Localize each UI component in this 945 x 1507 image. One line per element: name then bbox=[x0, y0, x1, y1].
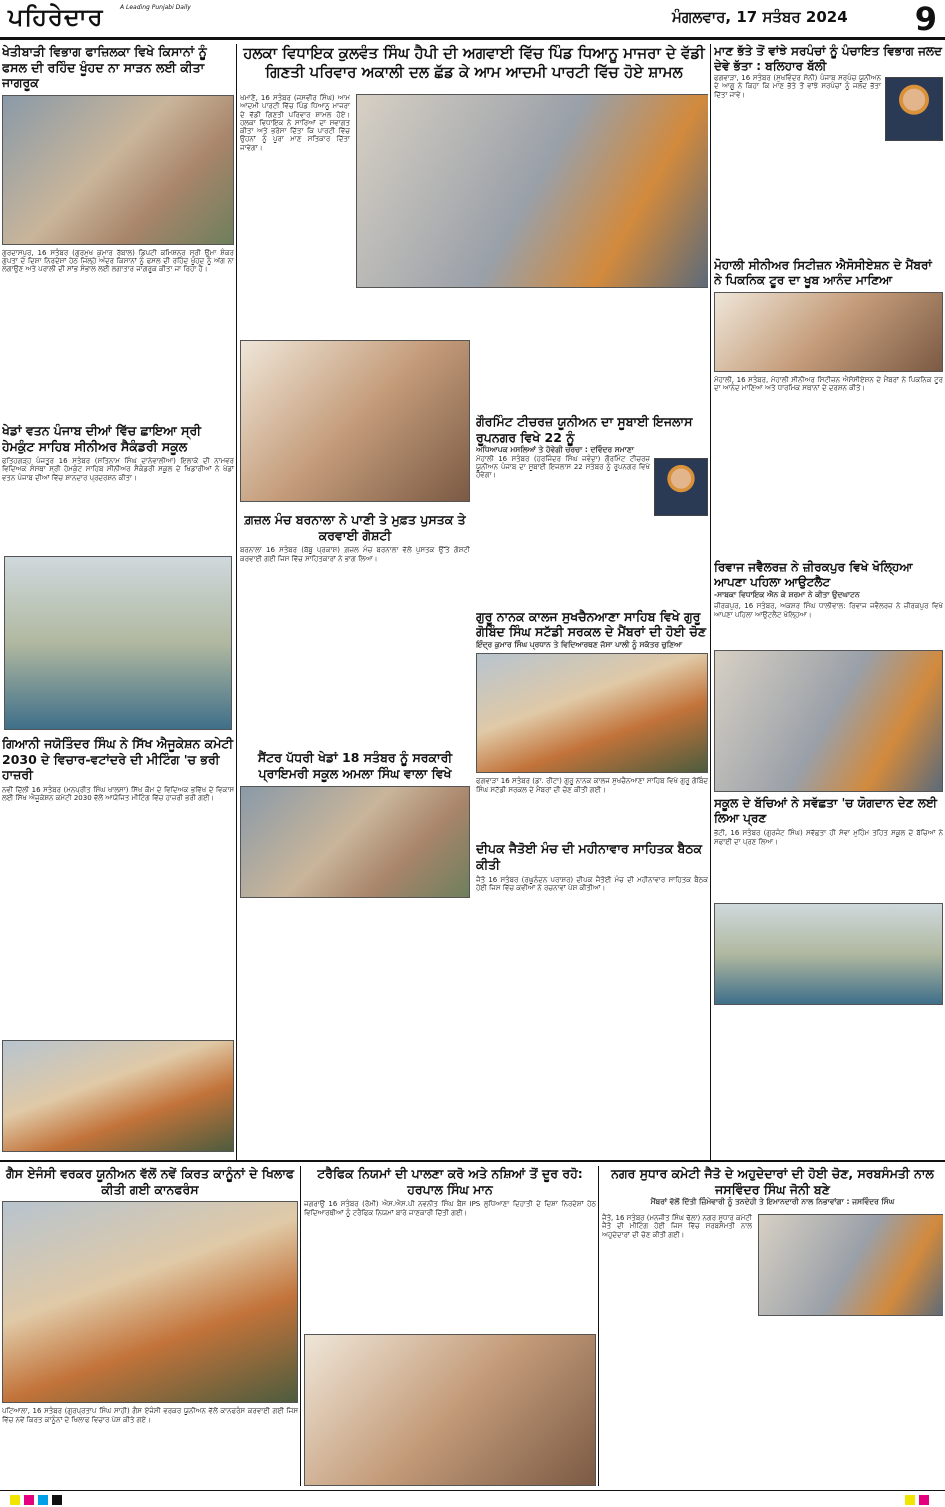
article-ghazal bbox=[240, 512, 470, 932]
article-body: ਫਤਿਹਗੜ੍ਹ ਪੰਜਤੂਰ 16 ਸਤੰਬਰ (ਸਤਿਨਾਮ ਸਿੰਘ ਦਾਨੇਵਾਲੀਆ) ਇਲਾਕੇ ਦੀ ਨਾਮਵਰ ਵਿਦਿਅਕ ਸੰਸਥਾ ਸ੍ਰੀ ਹੇਮਕੁੰਟ ਸਾਹਿਬ ਸੀਨੀਅਰ ਸੈਕੰਡਰੀ ਸਕੂਲ ਦੇ ਖਿਡਾਰੀਆਂ ਨੇ ਖੇਡਾਂ ਵਤਨ ਪੰਜਾਬ ਦੀਆਂ ਵਿੱਚ ਸ਼ਾਨਦਾਰ ਪ੍ਰਦਰਸ਼ਨ ਕੀਤਾ। bbox=[2, 457, 234, 482]
article-body: ਖਮਾਣੋਂ, 16 ਸਤੰਬਰ (ਜਸਵੀਰ ਸਿੰਘ) ਆਮ ਆਦਮੀ ਪਾਰਟੀ ਵਿੱਚ ਪਿੰਡ ਧਿਆਨੂ ਮਾਜਰਾ ਦੇ ਵੱਡੀ ਗਿਣਤੀ ਪਰਿਵਾਰ ਸ਼ਾਮਲ ਹੋਏ। ਹਲਕਾ ਵਿਧਾਇਕ ਨੇ ਸਾਰਿਆਂ ਦਾ ਸਵਾਗਤ ਕੀਤਾ ਅਤੇ ਭਰੋਸਾ ਦਿੱਤਾ ਕਿ ਪਾਰਟੀ ਵਿੱਚ ਉਹਨਾਂ ਨੂੰ ਪੂਰਾ ਮਾਣ ਸਤਿਕਾਰ ਦਿੱਤਾ ਜਾਵੇਗਾ। bbox=[240, 94, 350, 152]
article-body: ਬਰਨਾਲਾ 16 ਸਤੰਬਰ (ਬੱਬੂ ਪ੍ਰਕਾਸ਼) ਗ਼ਜ਼ਲ ਮੰਚ ਬਰਨਾਲਾ ਵੱਲੋਂ ਪੁਸਤਕ ਉੱਤੇ ਗੋਸ਼ਟੀ ਕਰਵਾਈ ਗਈ ਜਿਸ ਵਿੱਚ ਸਾਹਿਤਕਾਰਾਂ ਨੇ ਭਾਗ ਲਿਆ। bbox=[240, 546, 470, 563]
headline: ਦੀਪਕ ਜੈਤੋਈ ਮੰਚ ਦੀ ਮਹੀਨਾਵਾਰ ਸਾਹਿਤਕ ਬੈਠਕ ਕੀਤੀ bbox=[476, 841, 703, 872]
headline: ਗਿਆਨੀ ਜਯੋਤਿੰਦਰ ਸਿੰਘ ਨੇ ਸਿੱਖ ਐਜੂਕੇਸ਼ਨ ਕਮੇਟੀ 2030 ਦੇ ਵਿਚਾਰ-ਵਟਾਂਦਰੇ ਦੀ ਮੀਟਿੰਗ 'ਚ ਭਰੀ ਹਾਜ਼ਰੀ bbox=[2, 736, 234, 783]
photo-meeting bbox=[2, 1040, 234, 1152]
photo-jewellers bbox=[714, 650, 943, 792]
color-swatch bbox=[905, 1495, 915, 1505]
portrait bbox=[654, 458, 708, 516]
headline: ਖੇਡਾਂ ਵਤਨ ਪੰਜਾਬ ਦੀਆਂ ਵਿੱਚ ਛਾਇਆ ਸ੍ਰੀ ਹੇਮਕੁੰਟ ਸਾਹਿਬ ਸੀਨੀਅਰ ਸੈਕੰਡਰੀ ਸਕੂਲ bbox=[2, 422, 201, 454]
photo-ghazal bbox=[240, 340, 470, 530]
photo-sports-meeting bbox=[240, 786, 470, 898]
portrait bbox=[885, 77, 943, 141]
article-body: ਫਗਵਾੜਾ 16 ਸਤੰਬਰ (ਡਾ. ਰੀਟਾ) ਗੁਰੂ ਨਾਨਕ ਕਾਲਜ ਸੁਖਚੈਨਆਣਾ ਸਾਹਿਬ ਵਿਖੇ ਗੁਰੂ ਗੋਬਿੰਦ ਸਿੰਘ ਸਟੱਡੀ ਸਰਕਲ ਦੇ ਮੈਂਬਰਾਂ ਦੀ ਚੋਣ ਕੀਤੀ ਗਈ। bbox=[476, 777, 708, 794]
photo bbox=[240, 340, 470, 502]
photo-school-children bbox=[714, 903, 943, 1005]
article-body: ਨਵੀਂ ਦਿੱਲੀ 16 ਸਤੰਬਰ (ਮਨਪ੍ਰੀਤ ਸਿੰਘ ਖਾਲਸਾ) ਸਿੱਖ ਕੌਮ ਦੇ ਵਿਦਿਅਕ ਭਵਿੱਖ ਦੇ ਵਿਕਾਸ ਲਈ ਸਿੱਖ ਐਜੂਕੇਸ਼ਨ ਕਮੇਟੀ 2030 ਵੱਲੋਂ ਆਯੋਜਿਤ ਮੀਟਿੰਗ ਵਿੱਚ ਹਾਜ਼ਰੀ ਭਰੀ ਗਈ। bbox=[2, 785, 234, 803]
photo-group bbox=[356, 94, 708, 288]
issue-date: ਮੰਗਲਵਾਰ, 17 ਸਤੰਬਰ 2024 bbox=[672, 8, 848, 26]
article-body: ਜ਼ੀਰਕਪੁਰ, 16 ਸਤੰਬਰ, ਅਕਸ਼ਰ ਸਿੰਘ ਧਾਲੀਵਾਲ: ਰਿਵਾਜ ਜਵੈਲਰਜ਼ ਨੇ ਜ਼ੀਰਕਪੁਰ ਵਿਖੇ ਆਪਣਾ ਪਹਿਲਾ ਆਉਟਲੈਟ ਖੋਲ੍ਹਿਆ। bbox=[714, 602, 943, 619]
column-rule bbox=[710, 44, 711, 1160]
article-body: ਜਗਰਾਉਂ 16 ਸਤੰਬਰ (ਰੋਮੀ) ਐਸ.ਐਸ.ਪੀ ਨਵਨੀਤ ਸਿੰਘ ਬੈਂਸ IPS ਲੁਧਿਆਣਾ ਦਿਹਾਤੀ ਦੇ ਦਿਸ਼ਾ ਨਿਰਦੇਸ਼ਾਂ ਹੇਠ ਵਿਦਿਆਰਥੀਆਂ ਨੂੰ ਟਰੈਫਿਕ ਨਿਯਮਾਂ ਬਾਰੇ ਜਾਣਕਾਰੀ ਦਿੱਤੀ ਗਈ। bbox=[304, 1200, 596, 1217]
article-traffic bbox=[304, 1166, 596, 1488]
subheadline: ਅਧਿਆਪਕ ਮਸਲਿਆਂ ਤੇ ਹੋਵੇਗੀ ਚਰਚਾ : ਦਵਿੰਦਰ ਸਮਾਣਾ bbox=[476, 445, 634, 455]
column-rule bbox=[300, 1166, 301, 1486]
subheadline: ਇੰਦ੍ਰ ਕੁਮਾਰ ਸਿੰਘ ਪ੍ਰਧਾਨ ਤੇ ਵਿਦਿਆਰਥਣ ਜੱਸਾ ਪਾਲੀ ਨੂੰ ਸਕੱਤਰ ਚੁਣਿਆ bbox=[476, 639, 683, 649]
headline: ਮਾਣ ਭੱਤੇ ਤੋਂ ਵਾਂਝੇ ਸਰਪੰਚਾਂ ਨੂੰ ਪੰਚਾਇਤ ਵਿਭਾਗ ਜਲਦ ਦੇਵੇ ਭੱਤਾ : ਬਲਿਹਾਰ ਬੱਲੀ bbox=[714, 44, 942, 73]
photo-committee bbox=[758, 1214, 943, 1316]
column-rule bbox=[236, 44, 237, 1160]
subheadline: ਮੈਂਬਰਾਂ ਵੱਲੋਂ ਦਿੱਤੀ ਜ਼ਿੰਮੇਵਾਰੀ ਨੂੰ ਤਨਦੇਹੀ ਤੇ ਇਮਾਨਦਾਰੀ ਨਾਲ ਨਿਭਾਵਾਂਗਾ : ਜਸਵਿੰਦਰ ਸਿੰਘ bbox=[650, 1197, 895, 1207]
color-swatch bbox=[919, 1495, 929, 1505]
headline: ਹਲਕਾ ਵਿਧਾਇਕ ਕੁਲਵੰਤ ਸਿੰਘ ਹੈਪੀ ਦੀ ਅਗਵਾਈ ਵਿੱਚ ਪਿੰਡ ਧਿਆਨੂ ਮਾਜਰਾ ਦੇ ਵੱਡੀ ਗਿਣਤੀ ਪਰਿਵਾਰ ਅਕਾਲੀ ਦਲ ਛੱਡ ਕੇ ਆਮ ਆਦਮੀ ਪਾਰਟੀ ਵਿੱਚ ਹੋਏ ਸ਼ਾਮਲ bbox=[243, 44, 705, 81]
photo bbox=[2, 95, 234, 245]
color-swatch bbox=[38, 1495, 48, 1505]
article-body: ਮੋਹਾਲੀ 16 ਸਤੰਬਰ (ਹਰਜਿੰਦਰ ਸਿੰਘ ਜਵੰਦਾ) ਗੌਰਮਿੰਟ ਟੀਚਰਜ਼ ਯੂਨੀਅਨ ਪੰਜਾਬ ਦਾ ਸੂਬਾਈ ਇਜਲਾਸ 22 ਸਤੰਬਰ ਨੂੰ ਰੂਪਨਗਰ ਵਿਖੇ ਹੋਵੇਗਾ। bbox=[476, 454, 650, 480]
headline: ਟਰੈਫਿਕ ਨਿਯਮਾਂ ਦੀ ਪਾਲਣਾ ਕਰੋ ਅਤੇ ਨਸ਼ਿਆਂ ਤੋਂ ਦੂਰ ਰਹੋ: ਹਰਪਾਲ ਸਿੰਘ ਮਾਨ bbox=[317, 1166, 583, 1197]
headline: ਗੈਸ ਏਜੰਸੀ ਵਰਕਰ ਯੂਨੀਅਨ ਵੱਲੋਂ ਨਵੇਂ ਕਿਰਤ ਕਾਨੂੰਨਾਂ ਦੇ ਖਿਲਾਫ ਕੀਤੀ ਗਈ ਕਾਨਫਰੰਸ bbox=[5, 1166, 295, 1197]
article-gas-agency bbox=[2, 1166, 298, 1488]
newspaper-logo: ਪਹਿਰੇਦਾਰ bbox=[8, 2, 104, 31]
color-swatch bbox=[52, 1495, 62, 1505]
subheadline: -ਸਾਬਕਾ ਵਿਧਾਇਕ ਐਨ ਕੇ ਸ਼ਰਮਾ ਨੇ ਕੀਤਾ ਉਦਘਾਟਨ bbox=[714, 590, 860, 599]
article-body: ਮੋਹਾਲੀ, 16 ਸਤੰਬਰ, ਮੋਹਾਲੀ ਸੀਨੀਅਰ ਸਿਟੀਜ਼ਨ ਐਸੋਸੀਏਸ਼ਨ ਦੇ ਮੈਂਬਰਾਂ ਨੇ ਪਿਕਨਿਕ ਟੂਰ ਦਾ ਆਨੰਦ ਮਾਣਿਆ ਅਤੇ ਧਾਰਮਿਕ ਸਥਾਨਾਂ ਦੇ ਦਰਸ਼ਨ ਕੀਤੇ। bbox=[714, 376, 943, 393]
headline: ਰਿਵਾਜ ਜਵੈਲਰਜ਼ ਨੇ ਜ਼ੀਰਕਪੁਰ ਵਿਖੇ ਖੋਲ੍ਹਿਆ ਆਪਣਾ ਪਹਿਲਾ ਆਉਟਲੈਟ bbox=[714, 560, 913, 589]
headline: ਸੈਂਟਰ ਪੱਧਰੀ ਖੇਡਾਂ 18 ਸਤੰਬਰ ਨੂੰ ਸਰਕਾਰੀ ਪ੍ਰਾਇਮਰੀ ਸਕੂਲ ਅਮਲਾ ਸਿੰਘ ਵਾਲਾ ਵਿਖੇ bbox=[257, 750, 453, 781]
article-body: ਫਗਵਾੜਾ, 16 ਸਤੰਬਰ (ਸੁਖਵਿੰਦਰ ਸੋਨੀ) ਪੰਜਾਬ ਸਰਪੰਚ ਯੂਨੀਅਨ ਦੇ ਆਗੂ ਨੇ ਕਿਹਾ ਕਿ ਮਾਣ ਭੱਤੇ ਤੋਂ ਵਾਂਝੇ ਸਰਪੰਚਾਂ ਨੂੰ ਜਲਦ ਭੱਤਾ ਦਿੱਤਾ ਜਾਵੇ। bbox=[714, 74, 881, 99]
article-jaito-committee bbox=[602, 1166, 943, 1488]
headline: ਖੇਤੀਬਾੜੀ ਵਿਭਾਗ ਫਾਜ਼ਿਲਕਾ ਵਿਖੇ ਕਿਸਾਨਾਂ ਨੂੰ ਫਸਲ ਦੀ ਰਹਿੰਦ ਖੂੰਹਦ ਨਾ ਸਾੜਨ ਲਈ ਕੀਤਾ ਜਾਗਰੂਕ bbox=[2, 44, 207, 91]
article-agri bbox=[2, 44, 234, 544]
page-number: 9 bbox=[914, 0, 937, 38]
headline: ਗੁਰੂ ਨਾਨਕ ਕਾਲਜ ਸੁਖਚੈਨਆਣਾ ਸਾਹਿਬ ਵਿਖੇ ਗੁਰੂ ਗੋਬਿੰਦ ਸਿੰਘ ਸਟੱਡੀ ਸਰਕਲ ਦੇ ਮੈਂਬਰਾਂ ਦੀ ਹੋਈ ਚੋਣ bbox=[476, 608, 707, 640]
article-body: ਗੁਰਦਾਸਪੁਰ, 16 ਸਤੰਬਰ (ਗੁਰਮੁਖ ਕੁਮਾਰ ਰੱਬਾਲ) ਡਿਪਟੀ ਕਮਿਸ਼ਨਰ ਸ੍ਰੀ ਉਮਾ ਸ਼ੰਕਰ ਗੁਪਤਾ ਦੇ ਦਿਸ਼ਾ ਨਿਰਦੇਸ਼ਾਂ ਹੇਠ ਜਿਲ੍ਹੇ ਅੰਦਰ ਕਿਸਾਨਾਂ ਨੂੰ ਫਸਲ ਦੀ ਰਹਿੰਦ ਖੂੰਹਦ ਨੂੰ ਅੱਗ ਨਾ ਲਗਾਉਣ ਅਤੇ ਪਰਾਲੀ ਦੀ ਸਾਂਭ ਸੰਭਾਲ ਲਈ ਲਗਾਤਾਰ ਜਾਗਰੂਕ ਕੀਤਾ ਜਾ ਰਿਹਾ ਹੈ। bbox=[2, 248, 234, 274]
photo-team bbox=[4, 556, 232, 730]
headline: ਗੌਰਮਿੰਟ ਟੀਚਰਜ਼ ਯੂਨੀਅਨ ਦਾ ਸੂਬਾਈ ਇਜਲਾਸ ਰੂਪਨਗਰ ਵਿਖੇ 22 ਨੂੰ bbox=[476, 414, 693, 445]
article-body: ਭੱਟੀ, 16 ਸਤੰਬਰ (ਗੁਰਜੰਟ ਸਿੰਘ) ਸਵੱਛਤਾ ਹੀ ਸੇਵਾ ਮੁਹਿੰਮ ਤਹਿਤ ਸਕੂਲ ਦੇ ਬੱਚਿਆਂ ਨੇ ਸਫਾਈ ਦਾ ਪ੍ਰਣ ਲਿਆ। bbox=[714, 829, 943, 846]
tagline: A Leading Punjabi Daily bbox=[120, 4, 191, 11]
headline: ਮੋਹਾਲੀ ਸੀਨੀਅਰ ਸਿਟੀਜ਼ਨ ਐਸੋਸੀਏਸ਼ਨ ਦੇ ਮੈਂਬਰਾਂ ਨੇ ਪਿਕਨਿਕ ਟੂਰ ਦਾ ਖੂਬ ਆਨੰਦ ਮਾਣਿਆ bbox=[714, 258, 932, 287]
masthead bbox=[0, 0, 945, 40]
headline: ਸਕੂਲ ਦੇ ਬੱਚਿਆਂ ਨੇ ਸਵੱਛਤਾ 'ਚ ਯੋਗਦਾਨ ਦੇਣ ਲਈ ਲਿਆ ਪ੍ਰਣ bbox=[714, 796, 937, 826]
article-body: ਪਟਿਆਲਾ, 16 ਸਤੰਬਰ (ਗੁਰਪ੍ਰਤਾਪ ਸਿੰਘ ਸਾਹੀ) ਗੈਸ ਏਜੰਸੀ ਵਰਕਰ ਯੂਨੀਅਨ ਵੱਲੋਂ ਕਾਨਫਰੰਸ ਕਰਵਾਈ ਗਈ ਜਿਸ ਵਿੱਚ ਨਵੇਂ ਕਿਰਤ ਕਾਨੂੰਨਾਂ ਦੇ ਖਿਲਾਫ ਵਿਚਾਰ ਪੇਸ਼ ਕੀਤੇ ਗਏ। bbox=[2, 1407, 298, 1424]
article-body: ਜੈਤੋ 16 ਸਤੰਬਰ (ਰਘੂਨੰਦਨ ਪਰਾਸ਼ਰ) ਦੀਪਕ ਜੈਤੋਈ ਮੰਚ ਦੀ ਮਹੀਨਾਵਾਰ ਸਾਹਿਤਕ ਬੈਠਕ ਹੋਈ ਜਿਸ ਵਿੱਚ ਕਵੀਆਂ ਨੇ ਰਚਨਾਵਾਂ ਪੇਸ਼ ਕੀਤੀਆਂ। bbox=[476, 875, 708, 892]
article-body: ਜੈਤੋ, 16 ਸਤੰਬਰ (ਮਨਜੀਤ ਸਿੰਘ ਢੱਲਾ) ਨਗਰ ਸੁਧਾਰ ਕਮੇਟੀ ਜੈਤੋ ਦੀ ਮੀਟਿੰਗ ਹੋਈ ਜਿਸ ਵਿੱਚ ਸਰਬਸੰਮਤੀ ਨਾਲ ਅਹੁਦੇਦਾਰਾਂ ਦੀ ਚੋਣ ਕੀਤੀ ਗਈ। bbox=[602, 1214, 752, 1239]
article-sikh-education bbox=[2, 736, 234, 1156]
color-swatch bbox=[24, 1495, 34, 1505]
right-column bbox=[714, 44, 943, 1154]
article-teachers bbox=[476, 414, 708, 1154]
headline: ਗ਼ਜ਼ਲ ਮੰਚ ਬਰਨਾਲਾ ਨੇ ਪਾਣੀ ਤੇ ਮੁਫ਼ਤ ਪੁਸਤਕ ਤੇ ਕਰਵਾਈ ਗੋਸ਼ਟੀ bbox=[244, 512, 466, 543]
photo-conference bbox=[2, 1201, 298, 1403]
footer-color-bar bbox=[0, 1490, 945, 1507]
column-rule bbox=[598, 1166, 599, 1486]
photo-picnic bbox=[714, 292, 943, 372]
photo-students bbox=[476, 653, 708, 773]
photo-students-hall bbox=[304, 1334, 596, 1486]
color-swatch bbox=[10, 1495, 20, 1505]
headline: ਨਗਰ ਸੁਧਾਰ ਕਮੇਟੀ ਜੈਤੋ ਦੇ ਅਹੁਦੇਦਾਰਾਂ ਦੀ ਹੋਈ ਚੋਣ, ਸਰਬਸੰਮਤੀ ਨਾਲ ਜਸਵਿੰਦਰ ਸਿੰਘ ਜੋਨੀ ਬਣੇ bbox=[611, 1166, 934, 1197]
section-rule bbox=[0, 1160, 945, 1162]
